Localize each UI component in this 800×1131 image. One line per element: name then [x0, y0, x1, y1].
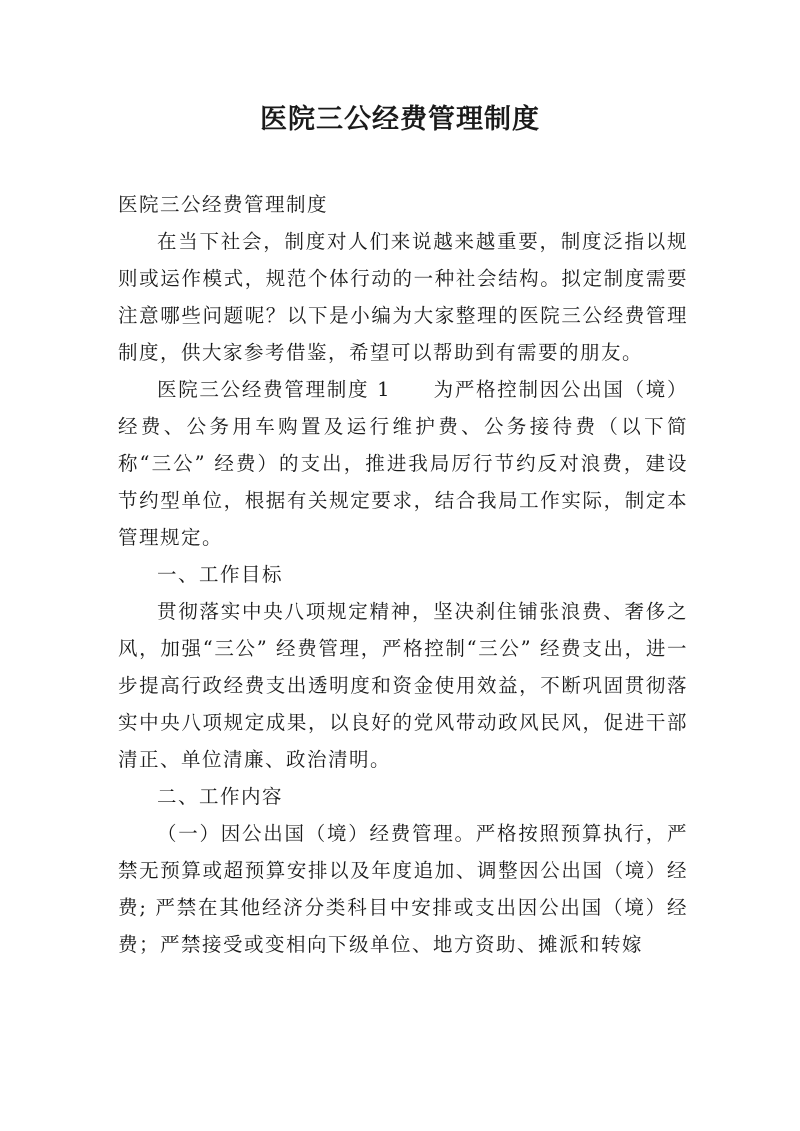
document-title: 医院三公经费管理制度	[260, 104, 540, 135]
section-heading-content: 二、工作内容	[157, 785, 284, 808]
regulation-intro-paragraph: 医院三公经费管理制度 1 为严格控制因公出国（境）经费、公务用车购置及运行维护费、公务接待费（以下简称“三公” 经费）的支出，推进我局厉行节约反对浪费，建设节约型单位，根据有关规定要求，结合我局工作实际，制定本管理规定。	[118, 378, 688, 549]
content-paragraph-1: （一）因公出国（境）经费管理。严格按照预算执行，严禁无预算或超预算安排以及年度追加、调整因公出国（境）经费; 严禁在其他经济分类科目中安排或支出因公出国（境）经费；严禁接受或变相向下级单位、地方资助、摊派和转嫁	[118, 822, 688, 956]
section-heading-goals: 一、工作目标	[157, 563, 284, 586]
intro-paragraph: 在当下社会，制度对人们来说越来越重要，制度泛指以规则或运作模式，规范个体行动的一种社会结构。拟定制度需要注意哪些问题呢？以下是小编为大家整理的医院三公经费管理制度，供大家参考借鉴，希望可以帮助到有需要的朋友。	[118, 230, 688, 364]
document-body	[118, 186, 688, 963]
goals-paragraph: 贯彻落实中央八项规定精神，坚决刹住铺张浪费、奢侈之风，加强“三公” 经费管理，严格控制“三公” 经费支出，进一步提高行政经费支出透明度和资金使用效益，不断巩固贯彻落实中央八项规定成果，以良好的党风带动政风民风，促进干部清正、单位清廉、政治清明。	[118, 600, 688, 771]
document-subtitle: 医院三公经费管理制度	[118, 193, 329, 216]
